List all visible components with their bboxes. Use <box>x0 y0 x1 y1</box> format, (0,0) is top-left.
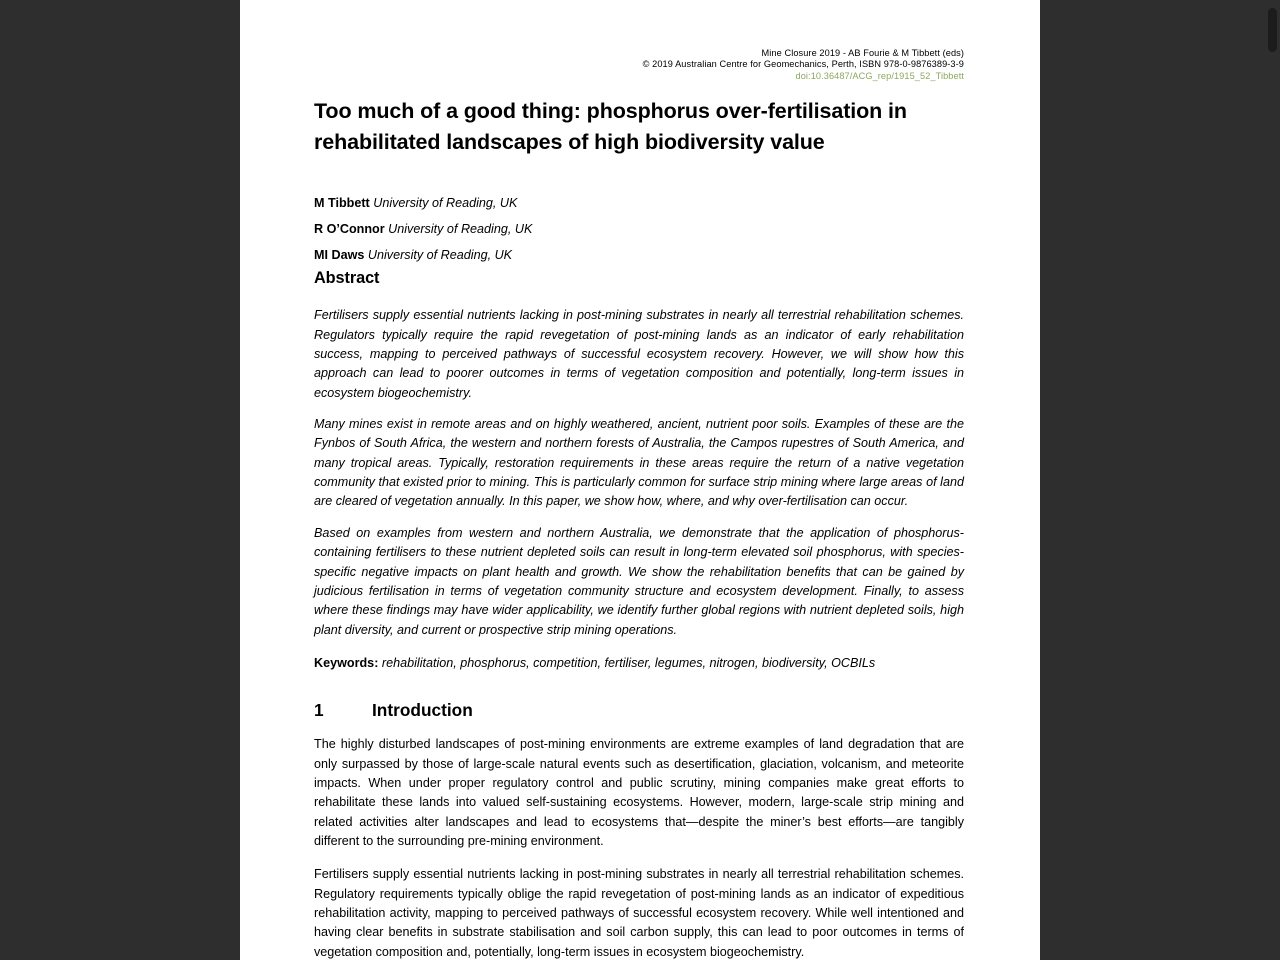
author-name: M Tibbett <box>314 196 370 210</box>
section-heading-introduction <box>314 699 964 721</box>
author-entry <box>314 217 964 243</box>
abstract-heading: Abstract <box>314 269 380 288</box>
scrollbar-thumb[interactable] <box>1268 8 1277 52</box>
author-name: MI Daws <box>314 247 365 262</box>
author-entry <box>314 191 964 217</box>
keywords-list: rehabilitation, phosphorus, competition, fertiliser, legumes, nitrogen, biodiversity, OCBILs <box>381 655 876 670</box>
doi-link[interactable]: doi:10.36487/ACG_rep/1915_52_Tibbett <box>795 70 964 81</box>
page-title: Too much of a good thing: phosphorus over-fertilisation in rehabilitated landscapes of high biodiversity value <box>314 99 907 154</box>
section-paragraph: The highly disturbed landscapes of post-mining environments are extreme examples of land degradation that are only surpassed by those of large-scale natural events such as desertification, glaciation, volcanism, and meteorite impacts. When under proper regulatory control and public scrutiny, mining companies make great efforts to rehabilitate these lands into valued self-sustaining ecosystems. However, modern, large-scale strip mining and related activities alter landscapes and lead to ecosystems that—despite the miner’s best efforts—are tangibly different to the surrounding pre-mining environment. <box>314 737 964 848</box>
abstract-paragraph: Based on examples from western and northern Australia, we demonstrate that the application of phosphorus-containing fertilisers to these nutrient depleted soils can result in long-term elevated soil phosphorus, with species-specific negative impacts on plant health and growth. We show the rehabilitation benefits that can be gained by judicious fertilisation in terms of vegetation community structure and ecosystem development. Finally, to assess where these findings may have wider applicability, we identify further global regions with nutrient depleted soils, high plant diversity, and current or prospective strip mining operations. <box>314 525 964 637</box>
author-affiliation: University of Reading, UK <box>388 221 533 236</box>
keywords-line <box>314 654 964 673</box>
keywords-label: Keywords: <box>314 655 379 670</box>
section-number: 1 <box>314 700 324 721</box>
document-page <box>240 0 1040 960</box>
author-entry <box>314 243 964 269</box>
section-title: Introduction <box>372 700 473 721</box>
header-proceedings-line: Mine Closure 2019 - AB Fourie & M Tibbett (eds) <box>761 48 964 58</box>
abstract-paragraph: Many mines exist in remote areas and on highly weathered, ancient, nutrient poor soils. Examples of these are the Fynbos of South Africa, the western and northern forests of Australia, the Campos rupestres of South America, and many tropical areas. Typically, restoration requirements in these areas require the return of a native vegetation community that existed prior to mining. This is particularly common for surface strip mining where large areas of land are cleared of vegetation annually. In this paper, we show how, where, and why over-fertilisation can occur. <box>314 417 964 509</box>
header-copyright-line: © 2019 Australian Centre for Geomechanics, Perth, ISBN 978-0-9876389-3-9 <box>642 59 964 70</box>
abstract-paragraph: Fertilisers supply essential nutrients lacking in post-mining substrates in nearly all terrestrial rehabilitation schemes. Regulators typically require the rapid revegetation of post-mining lands as an indicator of early rehabilitation success, mapping to perceived pathways of successful ecosystem recovery. However, we will show how this approach can lead to poorer outcomes in terms of vegetation composition and potentially, long-term issues in ecosystem biogeochemistry. <box>314 308 964 400</box>
author-affiliation: University of Reading, UK <box>367 247 513 262</box>
vertical-scrollbar[interactable] <box>1265 0 1280 960</box>
author-list <box>314 191 964 268</box>
page-content <box>314 96 964 960</box>
author-name: R O’Connor <box>314 221 385 236</box>
author-affiliation: University of Reading, UK <box>373 196 518 210</box>
section-paragraph: Fertilisers supply essential nutrients lacking in post-mining substrates in nearly all terrestrial rehabilitation schemes. Regulatory requirements typically oblige the rapid revegetation of post-mining lands as an indicator of expeditious rehabilitation activity, mapping to perceived pathways of successful ecosystem recovery. While well intentioned and having clear benefits in substrate stabilisation and soil carbon supply, this can lead to poor outcomes in terms of vegetation composition and, potentially, long-term issues in ecosystem biogeochemistry. <box>314 867 964 959</box>
running-header <box>314 48 964 82</box>
